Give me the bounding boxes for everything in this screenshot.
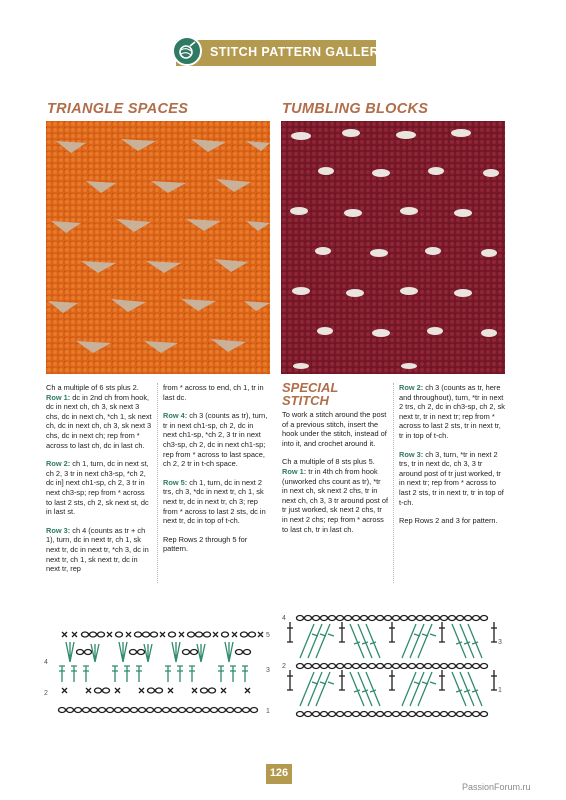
row-text: ch 3, turn, *tr in next 2 trs, tr in next dc, ch 3, 3 tr around post of tr just worked, tr in next tr; rep from * across to last 2 sts, tr in next tr, tr in top of t-ch. xyxy=(399,449,504,507)
row-label: Row 2: xyxy=(46,459,71,469)
row-text: from * across to end, ch 1, tr in last dc. xyxy=(163,383,264,402)
row-label: Row 2: xyxy=(399,383,424,392)
chart-row-label: 4 xyxy=(282,615,286,622)
triangle-repeat: Rep Rows 2 through 5 for pattern. xyxy=(163,534,248,554)
row-text: dc in 2nd ch from hook, dc in next ch, ch 3, sk next 3 chs, dc in next ch, *ch 1, sk next ch, dc in next ch, ch 3, sk next 3 chs, dc in next ch; rep from * across to last ch, dc in last ch. xyxy=(46,392,152,450)
chart-row-label: 1 xyxy=(266,708,270,715)
chart-row-label: 2 xyxy=(44,690,48,697)
triangle-text-col1 xyxy=(46,383,152,583)
special-title-line1: SPECIAL xyxy=(282,380,339,395)
row-text: tr in 4th ch from hook (unworked chs count as tr), *tr in next ch, sk next 2 chs, tr in next ch, ch 3, 3 tr around post of tr just worked, sk next 2 chs, tr in next 2 chs; rep from * across to last ch, tr in last ch. xyxy=(282,466,388,534)
row-label: Row 1: xyxy=(46,392,71,402)
row-label: Row 3: xyxy=(399,449,424,459)
row-label: Row 5: xyxy=(163,477,188,487)
row-label: Row 1: xyxy=(282,466,307,476)
tumbling-intro: Ch a multiple of 8 sts plus 5. xyxy=(282,457,375,467)
chart-row-label: 2 xyxy=(282,663,286,670)
tumbling-stitch-chart xyxy=(282,608,507,723)
column-divider xyxy=(393,383,394,583)
watermark: PassionForum.ru xyxy=(462,782,531,792)
special-title-line2: STITCH xyxy=(282,393,329,408)
column-divider xyxy=(157,383,158,583)
row-label: Row 4: xyxy=(163,411,188,421)
row-text: ch 1, turn, dc in next 2 trs, ch 3, *dc in next tr, ch 1, sk next tr, dc in next tr, ch 3; rep from * across to last 2 sts, dc in next tr, dc in top of t-ch. xyxy=(163,477,266,526)
chart-row-label: 1 xyxy=(498,687,502,694)
chart-row-label: 3 xyxy=(266,667,270,674)
header-title: STITCH PATTERN GALLERY xyxy=(210,45,388,59)
triangle-spaces-photo xyxy=(46,121,270,374)
page-number: 126 xyxy=(269,767,289,779)
special-stitch-title xyxy=(282,381,338,407)
row-text: ch 1, turn, dc in next st, ch 2, 3 tr in next ch3-sp, *ch 2, dc in] next ch1-sp, ch 2, 3 tr in next ch3-sp; rep from * across to last 2 sts, ch 2, sk next st, dc in last st. xyxy=(46,459,149,517)
triangle-spaces-title: TRIANGLE SPACES xyxy=(47,101,189,117)
row-text: ch 4 (counts as tr + ch 1), turn, dc in next tr, ch 1, sk next tr, dc in next tr, *ch 3, dc in next tr, ch 1, sk next tr, dc in next tr, rep xyxy=(46,525,149,574)
special-stitch-text: To work a stitch around the post of a previous stitch, insert the hook under the stitch, instead of into it, and crochet around it. xyxy=(282,410,387,448)
row-text: ch 3 (counts as tr, here and throughout), turn, *tr in next 2 trs, ch 2, dc in ch3-sp, ch 2, sk next tr, tr in next tr; rep from * across to last 2 sts, tr in next tr, tr in top of t-ch. xyxy=(399,383,505,440)
row-text: ch 3 (counts as tr), turn, tr in next ch1-sp, ch 2, dc in next ch1-sp, *ch 2, 3 tr in next ch3-sp, ch 2, dc in next ch1-sp; rep from * across to last space, ch 2, 2 tr in t-ch space. xyxy=(163,411,268,469)
tumbling-blocks-title: TUMBLING BLOCKS xyxy=(282,101,429,117)
triangle-text-col2 xyxy=(163,383,269,563)
row-label: Row 3: xyxy=(46,525,71,535)
yarn-ball-icon xyxy=(172,36,202,66)
tumbling-text-col1 xyxy=(282,410,388,543)
tumbling-blocks-photo xyxy=(281,121,505,374)
tumbling-repeat: Rep Rows 2 and 3 for pattern. xyxy=(399,516,498,526)
chart-row-label: 5 xyxy=(266,632,270,639)
triangle-stitch-chart xyxy=(40,622,280,722)
chart-row-label: 4 xyxy=(44,659,48,666)
triangle-intro: Ch a multiple of 6 sts plus 2. xyxy=(46,383,139,392)
chart-row-label: 3 xyxy=(498,639,502,646)
tumbling-text-col2 xyxy=(399,383,505,535)
